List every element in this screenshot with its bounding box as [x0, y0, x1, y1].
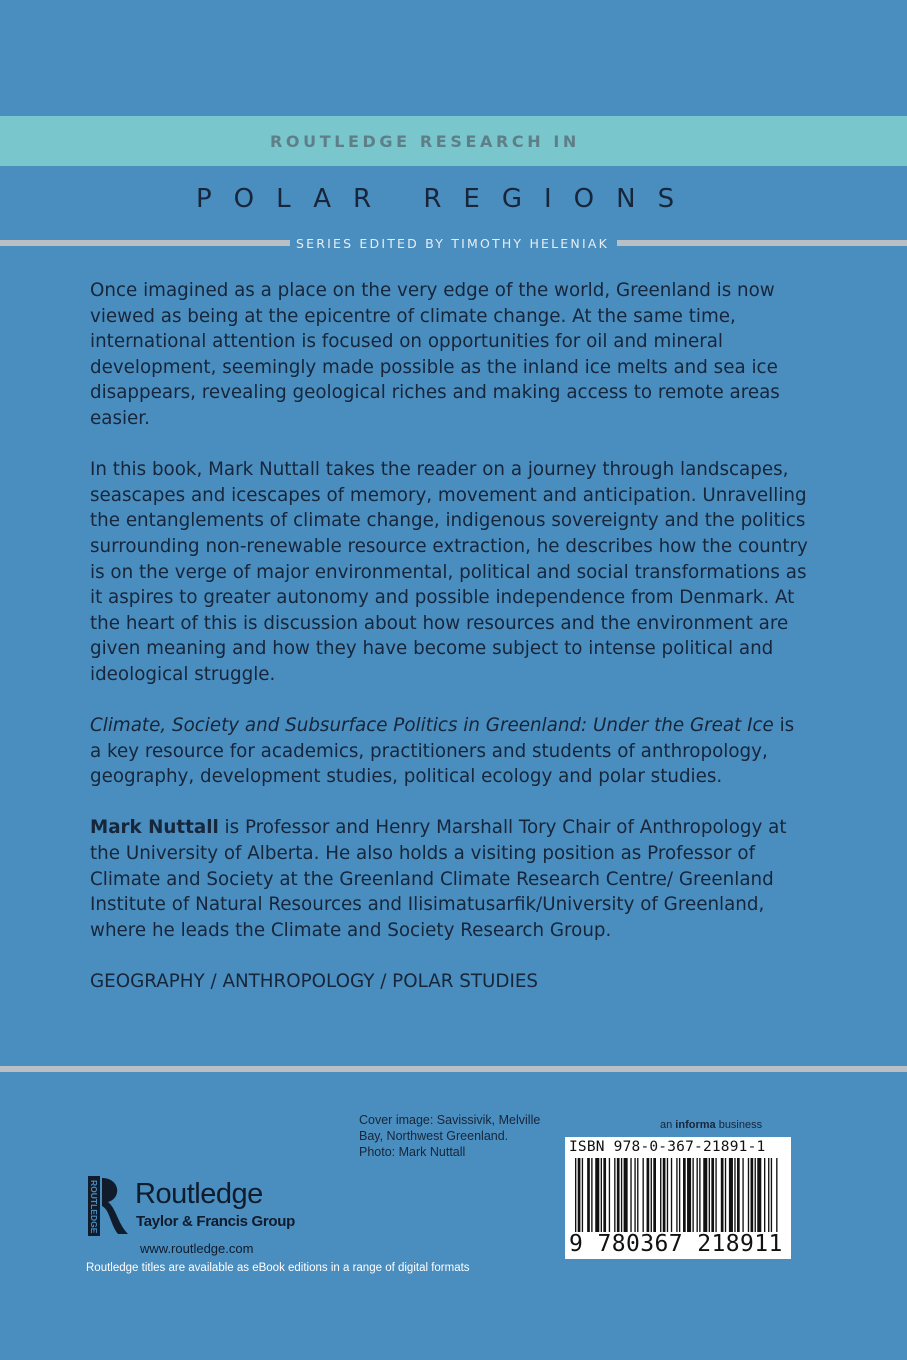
blurb-paragraph-2: In this book, Mark Nuttall takes the reader on a journey through landscapes, seascapes and icescapes of memory, movement and anticipation. Unravelling the entanglements of climate change, indigenous sovereignty and the politics surrounding non-renewable resource extraction, he describes how the country is on the verge of major environmental, political and social transformations as it aspires to greater autonomy and possible independence from Denmark. At the heart of this is discussion about how resources and the environment are given meaning and how they have become subject to intense political and ideological struggle. [90, 459, 808, 685]
cover-credit [359, 1112, 559, 1160]
back-cover-blurb [90, 278, 810, 1020]
informa-suffix: business [715, 1119, 763, 1131]
logo-text: ROUTLEDGE [89, 1180, 99, 1234]
ebook-note: Routledge titles are available as eBook editions in a range of digital formats [86, 1262, 470, 1274]
series-label: ROUTLEDGE RESEARCH IN [270, 131, 580, 151]
author-bio-text: is Professor and Henry Marshall Tory Chair of Anthropology at the University of Alberta. He also holds a visiting position as Professor of Climate and Society at the Greenland Climate Research Centre/ Greenland Institute of Natural Resources and Ilisimatusarfik/University of Greenland, where he leads the Climate and Society Research Group. [90, 817, 787, 941]
series-title: POLAR REGIONS [196, 184, 697, 214]
cover-credit-line-3: Photo: Mark Nuttall [359, 1145, 466, 1159]
informa-prefix: an [660, 1119, 676, 1131]
informa-brand: informa [675, 1119, 716, 1131]
publisher-name: Routledge [135, 1178, 263, 1210]
barcode-bars [575, 1158, 781, 1232]
bottom-rule [0, 1066, 907, 1072]
isbn-barcode [565, 1137, 791, 1259]
series-editor-wrap [290, 233, 617, 253]
routledge-logo-icon [88, 1176, 130, 1236]
book-title: Climate, Society and Subsurface Politics in Greenland: Under the Great Ice [90, 715, 774, 737]
cover-credit-line-2: Bay, Northwest Greenland. [359, 1129, 509, 1143]
publisher-group: Taylor & Francis Group [136, 1213, 295, 1230]
series-editor: SERIES EDITED BY TIMOTHY HELENIAK [296, 235, 609, 251]
blurb-paragraph-3 [90, 713, 810, 790]
informa-business-note [660, 1119, 762, 1131]
author-name: Mark Nuttall [90, 817, 219, 839]
subject-categories: GEOGRAPHY / ANTHROPOLOGY / POLAR STUDIES [90, 971, 538, 993]
author-bio [90, 815, 810, 943]
book-title-description: is a key resource for academics, practitioners and students of anthropology, geography, development studies, political ecology and polar studies. [90, 715, 795, 788]
cover-credit-line-1: Cover image: Savissivik, Melville [359, 1113, 541, 1127]
isbn-label: ISBN 978-0-367-21891-1 [569, 1139, 766, 1155]
barcode-digits: 9 780367 218911 [569, 1231, 783, 1257]
publisher-url: www.routledge.com [140, 1241, 254, 1256]
series-band [0, 116, 907, 166]
blurb-paragraph-1: Once imagined as a place on the very edge of the world, Greenland is now viewed as being at the epicentre of climate change. At the same time, international attention is focused on opportunities for oil and mineral development, seemingly made possible as the inland ice melts and sea ice disappears, revealing geological riches and making access to remote areas easier. [90, 280, 780, 429]
